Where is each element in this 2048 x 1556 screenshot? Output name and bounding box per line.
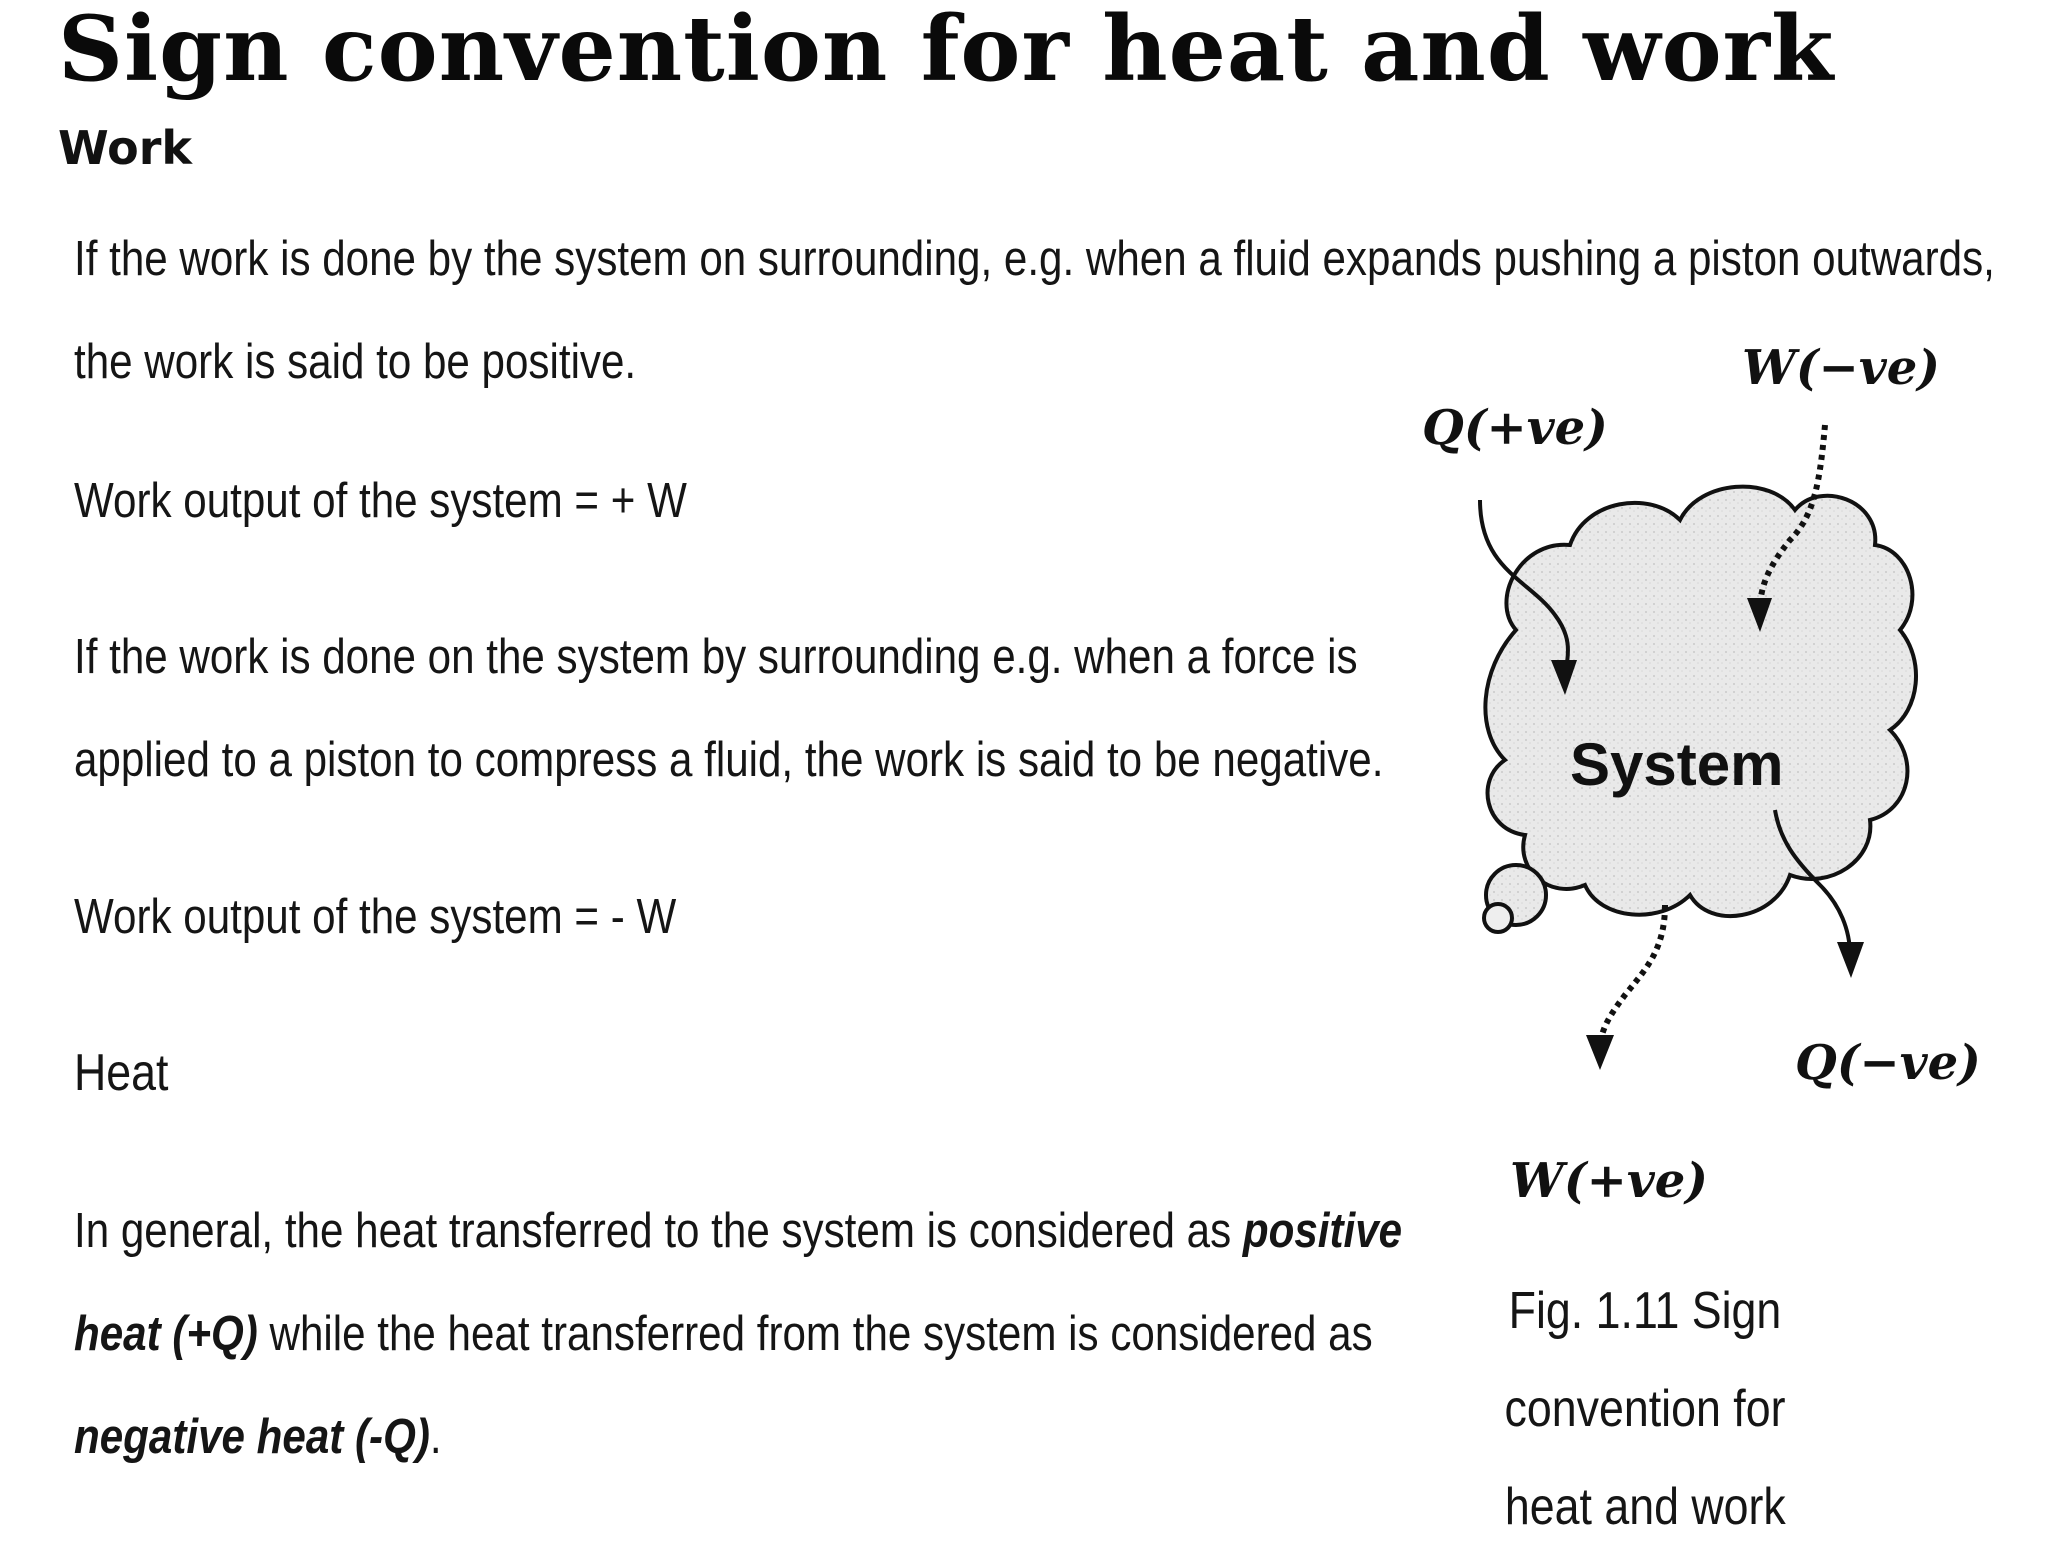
work-out-arrow — [1600, 905, 1665, 1050]
work-output-negative: Work output of the system = - W — [74, 890, 677, 944]
heat-out-arrowhead — [1837, 942, 1864, 978]
work-positive-line-2: the work is said to be positive. — [74, 335, 637, 389]
heat-paragraph-line-2 — [74, 1283, 1373, 1386]
heat-paragraph-line-3 — [74, 1410, 442, 1464]
figure-caption — [1380, 1262, 1910, 1556]
sign-convention-figure — [1420, 330, 1981, 1210]
work-heading: Work — [58, 121, 192, 175]
q-positive-label: Q(+ve) — [1422, 400, 1608, 456]
heat-line-2-text: while the heat transferred from the system is considered as — [257, 1307, 1373, 1361]
heat-line-1-text: In general, the heat transferred to the system is considered as — [74, 1204, 1243, 1258]
work-positive-line-1: If the work is done by the system on surrounding, e.g. when a fluid expands pushing a piston outwards, — [74, 232, 1995, 286]
w-positive-label: W(+ve) — [1510, 1153, 1708, 1209]
system-cloud — [1485, 487, 1916, 916]
heat-plus-q-emphasis: heat (+Q) — [74, 1307, 258, 1361]
work-negative-paragraph — [74, 606, 1383, 812]
q-negative-label: Q(−ve) — [1795, 1035, 1981, 1091]
work-negative-line-2: applied to a piston to compress a fluid, the work is said to be negative. — [74, 733, 1384, 787]
negative-heat-emphasis: negative heat (-Q) — [74, 1410, 430, 1464]
caption-line-1: Fig. 1.11 Sign convention for — [1504, 1282, 1786, 1438]
cloud-bubble-small — [1484, 904, 1512, 932]
work-out-arrowhead — [1586, 1035, 1614, 1070]
page-title: Sign convention for heat and work — [58, 0, 1835, 102]
heat-heading: Heat — [74, 1044, 169, 1102]
work-output-positive: Work output of the system = + W — [74, 474, 687, 528]
work-negative-line-1: If the work is done on the system by surrounding e.g. when a force is — [74, 630, 1358, 684]
system-label: System — [1570, 731, 1784, 798]
w-negative-label: W(−ve) — [1742, 340, 1940, 396]
caption-line-2: heat and work — [1504, 1478, 1786, 1536]
positive-emphasis: positive — [1242, 1204, 1403, 1258]
heat-paragraph — [74, 1180, 1403, 1489]
heat-line-3-text: . — [429, 1410, 442, 1464]
heat-paragraph-line-1 — [74, 1180, 1403, 1283]
